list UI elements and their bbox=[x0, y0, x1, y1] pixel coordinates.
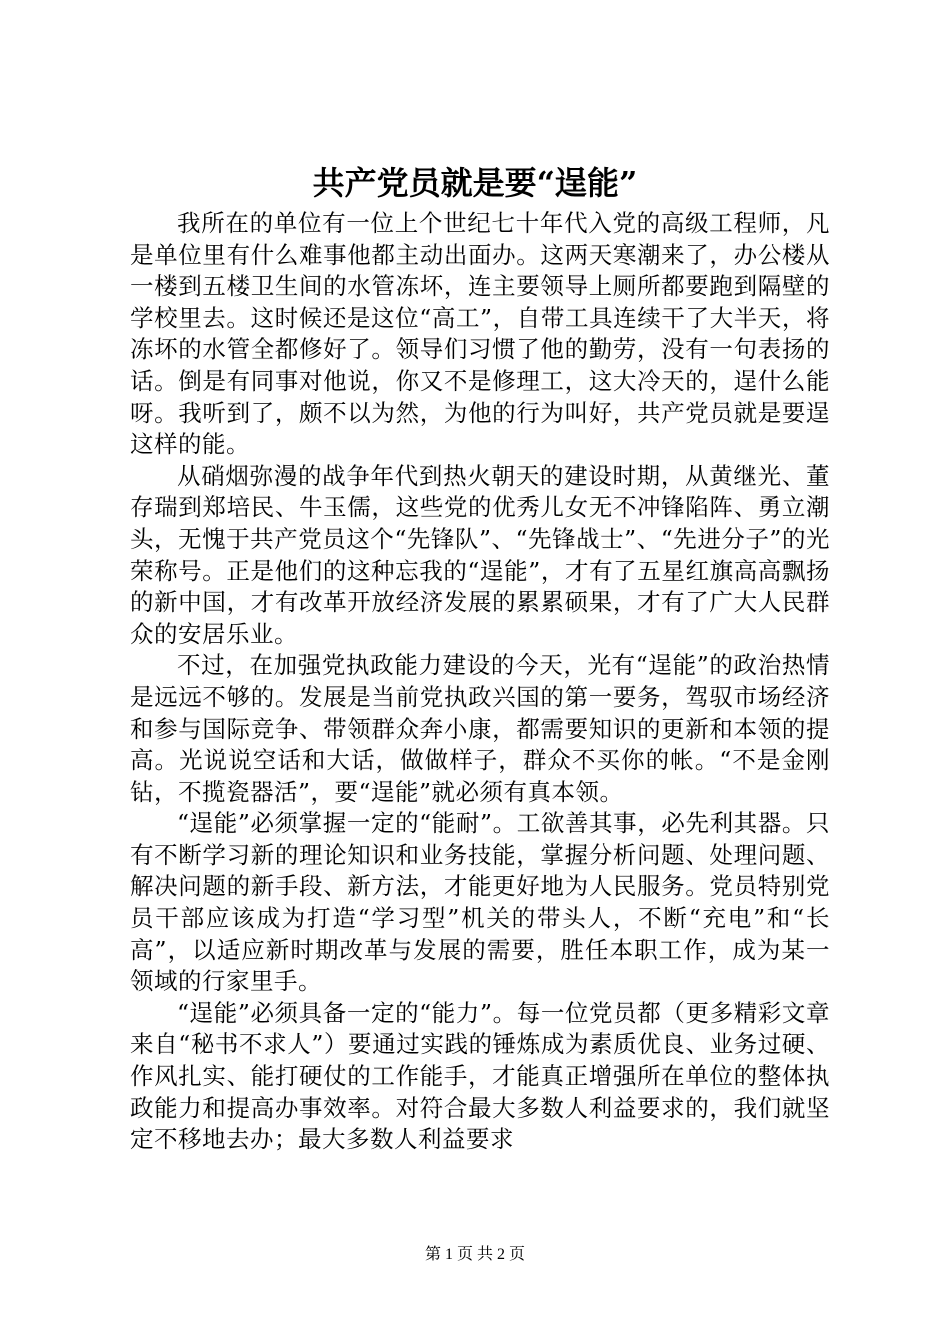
paragraph-4: “逞能”必须掌握一定的“能耐”。工欲善其事，必先利其器。只有不断学习新的理论知识和业务技能，掌握分析问题、处理问题、解决问题的新手段、新方法，才能更好地为人民服务。党员特别党员干部应该成为打造“学习型”机关的带头人，不断“充电”和“长高”，以适应新时期改革与发展的需要，胜任本职工作，成为某一领域的行家里手。 bbox=[130, 809, 830, 996]
page-number: 第 1 页 共 2 页 bbox=[424, 1246, 525, 1263]
document-title: 共产党员就是要“逞能” bbox=[312, 164, 638, 202]
paragraph-3: 不过，在加强党执政能力建设的今天，光有“逞能”的政治热情是远远不够的。发展是当前党执政兴国的第一要务，驾驭市场经济和参与国际竞争、带领群众奔小康，都需要知识的更新和本领的提高。光说说空话和大话，做做样子，群众不买你的帐。“不是金刚钻，不揽瓷器活”，要“逞能”就必须有真本领。 bbox=[130, 651, 830, 806]
document-body bbox=[130, 208, 830, 1156]
paragraph-1: 我所在的单位有一位上个世纪七十年代入党的高级工程师，凡是单位里有什么难事他都主动出面办。这两天寒潮来了，办公楼从一楼到五楼卫生间的水管冻坏，连主要领导上厕所都要跑到隔壁的学校里去。这时候还是这位“高工”，自带工具连续干了大半天，将冻坏的水管全都修好了。领导们习惯了他的勤劳，没有一句表扬的话。倒是有同事对他说，你又不是修理工，这大冷天的，逞什么能呀。我听到了，颇不以为然，为他的行为叫好，共产党员就是要逞这样的能。 bbox=[130, 209, 830, 459]
paragraph-5: “逞能”必须具备一定的“能力”。每一位党员都（更多精彩文章来自“秘书不求人”）要通过实践的锤炼成为素质优良、业务过硬、作风扎实、能打硬仗的工作能手，才能真正增强所在单位的整体执政能力和提高办事效率。对符合最大多数人利益要求的，我们就坚定不移地去办；最大多数人利益要求 bbox=[130, 998, 830, 1154]
page-footer bbox=[0, 1244, 950, 1266]
paragraph-2: 从硝烟弥漫的战争年代到热火朝天的建设时期，从黄继光、董存瑞到郑培民、牛玉儒，这些党的优秀儿女无不冲锋陷阵、勇立潮头，无愧于共产党员这个“先锋队”、“先锋战士”、“先进分子”的光荣称号。正是他们的这种忘我的“逞能”，才有了五星红旗高高飘扬的新中国，才有改革开放经济发展的累累硕果，才有了广大人民群众的安居乐业。 bbox=[130, 461, 830, 648]
